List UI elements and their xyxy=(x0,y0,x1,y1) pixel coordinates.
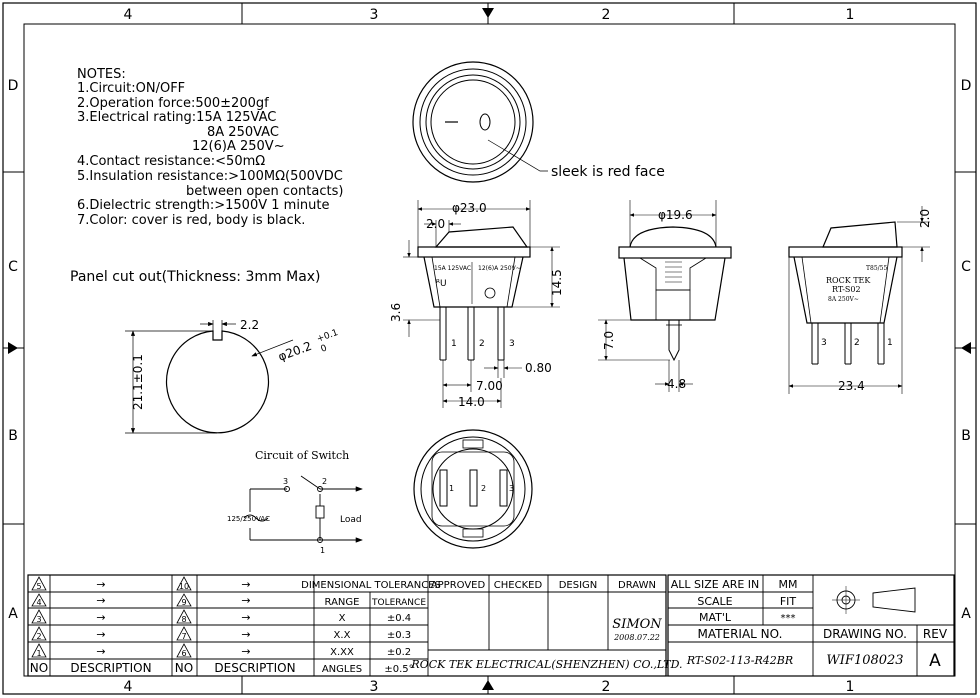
rev-head-desc-right: DESCRIPTION xyxy=(214,661,296,675)
rev-head-no-right: NO xyxy=(174,661,194,675)
tol-value: ±0.4 xyxy=(386,613,412,624)
note-line: 3.Electrical rating:15A 125VAC xyxy=(77,110,277,125)
dim-front-pitch: 7.00 xyxy=(476,379,503,393)
front-rating-text-2: 12(6)A 250V~ xyxy=(478,265,521,272)
panel-cutout-title: Panel cut out(Thickness: 3mm Max) xyxy=(70,269,321,285)
rev-num: 2 xyxy=(36,632,42,641)
cutout-outline xyxy=(166,331,268,433)
rev-arrow: → xyxy=(241,628,251,641)
dim-cutout-diameter: φ20.2 xyxy=(276,338,314,364)
unit-value: MM xyxy=(778,578,798,591)
right-label-rating: 8A 250V~ xyxy=(828,296,859,303)
tol-head-range: RANGE xyxy=(324,597,360,608)
right-label-model: RT-S02 xyxy=(832,285,861,294)
dim-front-pin: 0.80 xyxy=(525,361,552,375)
front-pin-2: 2 xyxy=(479,339,485,349)
zone-row-d-left: D xyxy=(7,78,19,94)
zone-col-4-bottom: 4 xyxy=(123,679,133,695)
rev-num: 3 xyxy=(36,615,42,624)
design-label: DESIGN xyxy=(558,580,598,591)
rev-arrow: → xyxy=(96,645,106,658)
zone-col-1-bottom: 1 xyxy=(845,679,855,695)
rev-num: 8 xyxy=(181,615,187,624)
scale-label: SCALE xyxy=(697,595,733,608)
rev-head-desc-left: DESCRIPTION xyxy=(70,661,152,675)
tol-value: ±0.5° xyxy=(384,664,414,675)
rev-head-no-left: NO xyxy=(29,661,49,675)
dim-cutout-height: 21.1±0.1 xyxy=(131,354,145,410)
note-line: 4.Contact resistance:<50mΩ xyxy=(77,154,266,169)
zone-col-3-bottom: 3 xyxy=(369,679,379,695)
panel-cutout xyxy=(70,269,340,433)
dim-front-height: 14.5 xyxy=(550,269,564,296)
dim-front-width: φ23.0 xyxy=(452,201,487,215)
matl-value: *** xyxy=(780,613,796,624)
rev-arrow: → xyxy=(241,578,251,591)
rev-num: 9 xyxy=(181,598,187,607)
notes-block xyxy=(77,67,343,228)
drawn-label: DRAWN xyxy=(618,580,656,591)
rev-arrow: → xyxy=(96,628,106,641)
note-line: between open contacts) xyxy=(186,184,344,199)
front-rating-text-1: 15A 125VAC xyxy=(434,265,472,272)
material-no-label: MATERIAL NO. xyxy=(697,627,783,641)
drawing-no-label: DRAWING NO. xyxy=(823,627,907,641)
zone-row-c-right: C xyxy=(961,259,971,275)
right-label-brand: ROCK TEK xyxy=(826,276,871,285)
rev-num: 6 xyxy=(181,649,187,658)
all-size-label: ALL SIZE ARE IN xyxy=(670,578,760,591)
front-pin-3: 3 xyxy=(509,339,515,349)
drawing-no-value: WIF108023 xyxy=(826,653,904,668)
notes-title: NOTES: xyxy=(77,67,126,82)
rev-arrow: → xyxy=(241,594,251,607)
rev-num: 10 xyxy=(178,582,190,591)
tol-range: X.XX xyxy=(330,647,354,658)
dim-cutout-tol-plus: +0.1 xyxy=(315,327,340,345)
rev-num: 5 xyxy=(36,582,42,591)
tol-value: ±0.3 xyxy=(386,630,412,641)
dim-side-diameter: φ19.6 xyxy=(658,208,693,222)
right-pin-3: 3 xyxy=(821,338,827,348)
scale-value: FIT xyxy=(779,595,797,608)
note-line: 2.Operation force:500±200gf xyxy=(77,96,269,111)
note-line: 1.Circuit:ON/OFF xyxy=(77,81,186,96)
zone-row-a-left: A xyxy=(8,606,18,622)
dim-cutout-tol-minus: 0 xyxy=(319,343,329,355)
zone-col-2-bottom: 2 xyxy=(601,679,611,695)
dim-side-tab: 4.8 xyxy=(667,377,687,391)
tol-range: X xyxy=(338,613,346,624)
rev-arrow: → xyxy=(241,645,251,658)
right-label-temp: T85/55 xyxy=(866,265,888,272)
material-no-value: RT-S02-113-R42BR xyxy=(686,654,794,667)
circuit-terminal-2: 2 xyxy=(322,477,328,486)
circuit-diagram xyxy=(227,449,362,555)
zone-col-2-top: 2 xyxy=(601,7,611,23)
note-line: 7.Color: cover is red, body is black. xyxy=(77,213,306,228)
svg-text:ᴿU: ᴿU xyxy=(436,279,447,289)
note-line: 5.Insulation resistance:>100MΩ(500VDC xyxy=(77,169,343,184)
approved-label: APPROVED xyxy=(430,580,486,591)
rev-triangles xyxy=(32,577,191,657)
right-pin-1: 1 xyxy=(887,338,893,348)
rev-label: REV xyxy=(922,627,948,641)
bottom-pin-3: 3 xyxy=(509,484,515,493)
company-name: ROCK TEK ELECTRICAL(SHENZHEN) CO.,LTD. xyxy=(411,658,683,671)
right-view xyxy=(789,206,932,394)
circuit-load: Load xyxy=(340,515,362,525)
drawn-by: SIMON xyxy=(612,617,662,632)
rev-arrow: → xyxy=(241,611,251,624)
side-view xyxy=(598,200,731,392)
tol-range: X.X xyxy=(333,630,351,641)
bottom-pin-1: 1 xyxy=(449,484,455,493)
zone-col-3-top: 3 xyxy=(369,7,379,23)
zone-row-c-left: C xyxy=(8,259,18,275)
drawn-date: 2008.07.22 xyxy=(614,633,660,642)
rev-arrow: → xyxy=(96,578,106,591)
matl-label: MAT'L xyxy=(698,611,732,624)
right-pin-2: 2 xyxy=(854,338,860,348)
approval-block xyxy=(410,580,682,671)
checked-label: CHECKED xyxy=(493,580,543,591)
note-line: 8A 250VAC xyxy=(207,125,279,140)
note-line: 12(6)A 250V~ xyxy=(192,139,285,154)
top-view xyxy=(413,62,665,182)
dim-front-offset: 2.0 xyxy=(426,217,446,231)
face-callout: sleek is red face xyxy=(551,164,665,180)
dim-key-width: 2.2 xyxy=(240,318,260,332)
rev-arrow: → xyxy=(96,594,106,607)
tol-head-tolerance: TOLERANCE xyxy=(371,598,427,608)
rev-num: 1 xyxy=(36,649,42,658)
rev-num: 4 xyxy=(36,598,42,607)
zone-row-a-right: A xyxy=(961,606,971,622)
rev-num: 7 xyxy=(181,632,187,641)
rev-value: A xyxy=(929,651,941,671)
circuit-terminal-3: 3 xyxy=(283,477,289,486)
dim-side-height: 7.0 xyxy=(602,330,616,350)
bottom-view xyxy=(414,430,532,548)
circuit-supply: 125/250VAC xyxy=(227,515,270,523)
dim-right-width: 23.4 xyxy=(838,379,865,393)
tol-range: ANGLES xyxy=(321,664,363,675)
zone-col-4-top: 4 xyxy=(123,7,133,23)
dim-front-span: 14.0 xyxy=(458,395,485,409)
circuit-title: Circuit of Switch xyxy=(255,449,350,462)
zone-row-b-right: B xyxy=(961,428,971,444)
circuit-terminal-1: 1 xyxy=(320,546,326,555)
dim-right-top: 2.0 xyxy=(918,208,932,228)
front-pin-1: 1 xyxy=(451,339,457,349)
dim-front-left: 3.6 xyxy=(389,302,403,322)
tol-title: DIMENSIONAL TOLERANCES xyxy=(301,580,441,591)
zone-row-d-right: D xyxy=(960,78,972,94)
zone-row-b-left: B xyxy=(8,428,18,444)
note-line: 6.Dielectric strength:>1500V 1 minute xyxy=(77,198,330,213)
zone-col-1-top: 1 xyxy=(845,7,855,23)
tol-value: ±0.2 xyxy=(386,647,412,658)
front-view xyxy=(389,200,564,409)
bottom-pin-2: 2 xyxy=(481,484,487,493)
rev-arrow: → xyxy=(96,611,106,624)
